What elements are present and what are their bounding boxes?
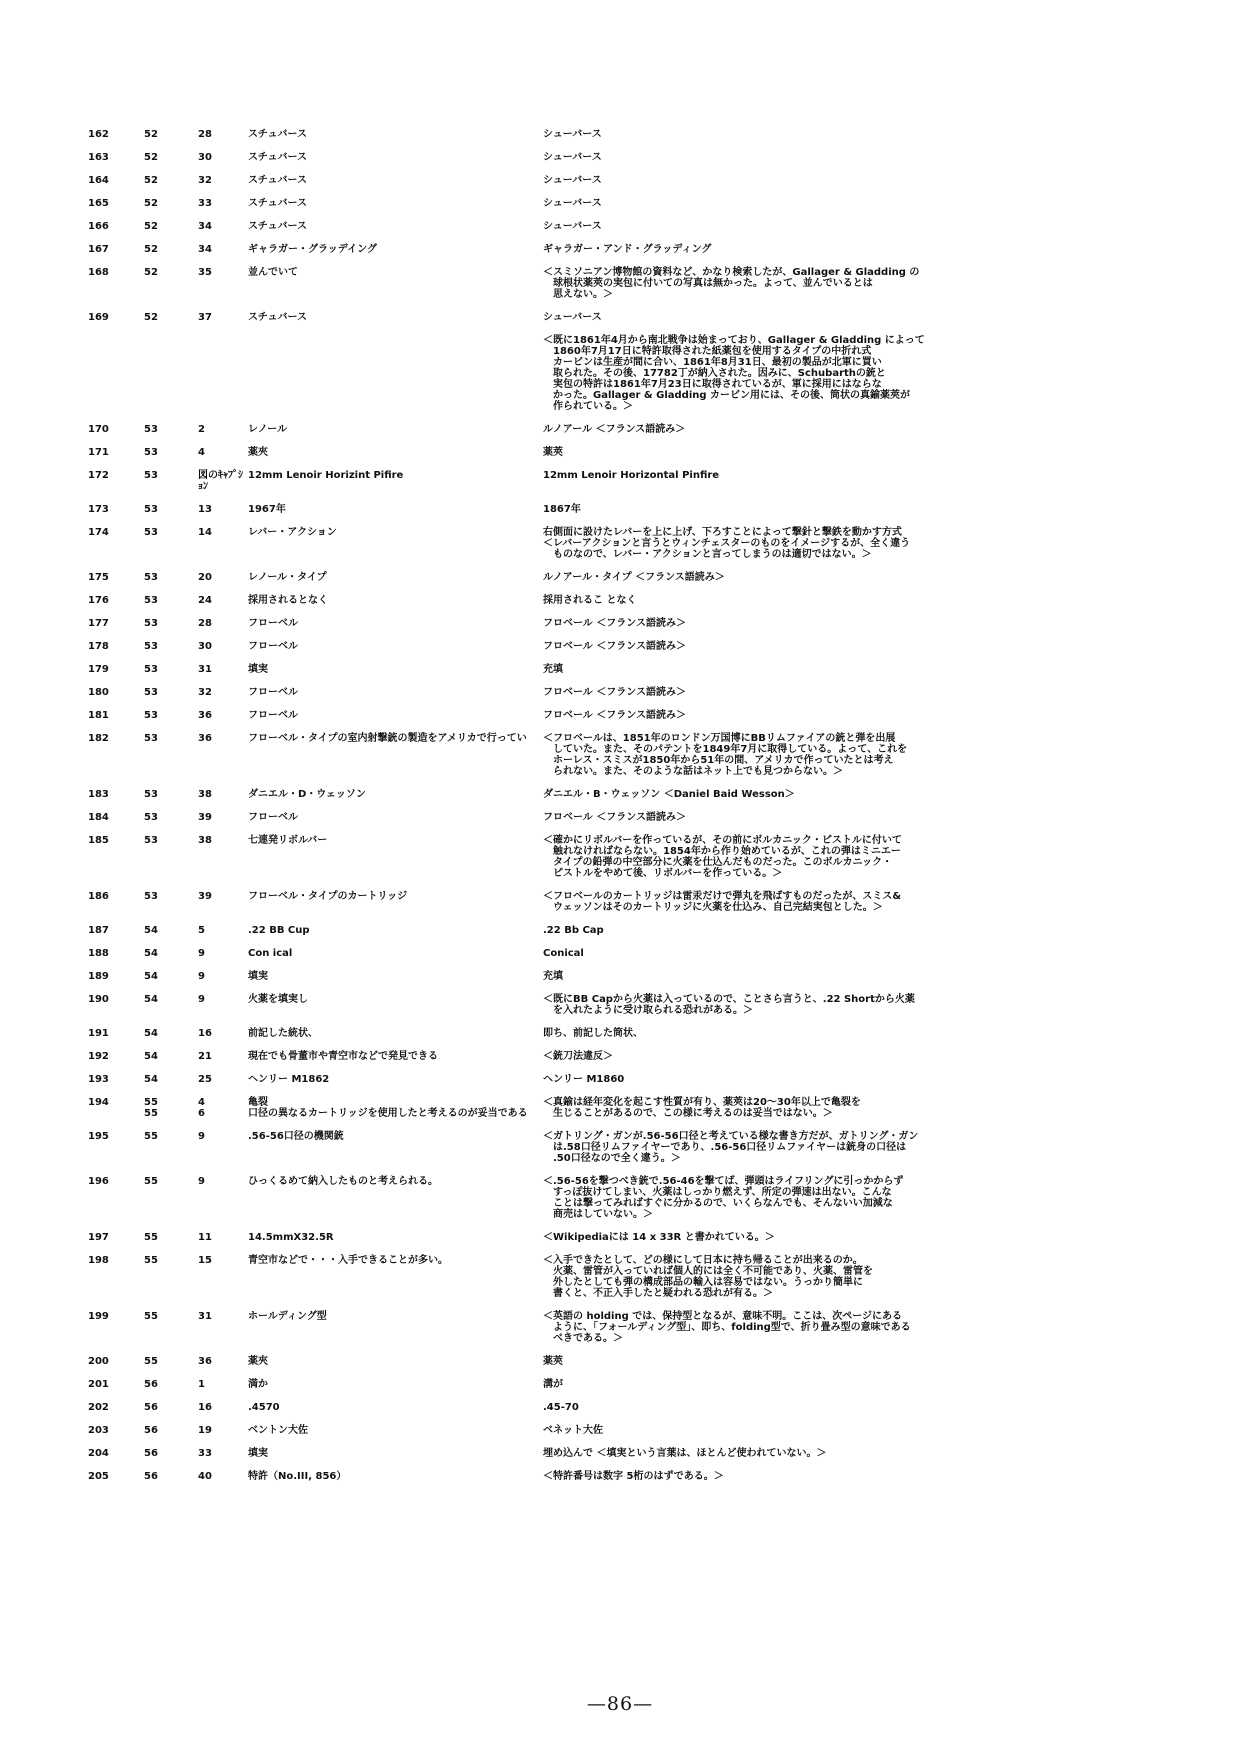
original-text: フローベル bbox=[248, 710, 298, 721]
table-row bbox=[88, 641, 948, 652]
page-ref: 53 bbox=[144, 470, 158, 481]
correction-text: 1867年 bbox=[543, 504, 581, 515]
row-number: 169 bbox=[88, 312, 109, 323]
table-row bbox=[88, 618, 948, 629]
original-text: .56-56口径の機関銃 bbox=[248, 1131, 344, 1142]
line-ref: 28 bbox=[198, 129, 212, 140]
line-ref: 2 bbox=[198, 424, 205, 435]
page-ref: 52 bbox=[144, 175, 158, 186]
correction-text: ＜Wikipediaには 14 x 33R と書かれている。＞ bbox=[543, 1232, 775, 1243]
table-row bbox=[88, 244, 948, 255]
line-ref: 32 bbox=[198, 175, 212, 186]
table-row bbox=[88, 1051, 948, 1062]
page-ref: 56 bbox=[144, 1425, 158, 1436]
table-row bbox=[88, 152, 948, 163]
table-row bbox=[88, 1028, 948, 1039]
table-row bbox=[88, 267, 948, 300]
correction-text: ルノアール・タイプ ＜フランス語読み＞ bbox=[543, 572, 725, 583]
correction-text: 薬莢 bbox=[543, 447, 563, 458]
page-ref: 53 bbox=[144, 424, 158, 435]
line-ref: 30 bbox=[198, 152, 212, 163]
line-ref: 14 bbox=[198, 527, 212, 538]
row-number: 198 bbox=[88, 1255, 109, 1266]
correction-text: ＜入手できたとして、どの様にして日本に持ち帰ることが出来るのか。 火薬、雷管が入っていれば個人的には全く不可能であり、火薬、雷管を 外したとしても弾の構成部品の輸入は容易ではない。うっかり簡単に 書くと、不正入手したと疑われる恐れが有る。＞ bbox=[543, 1255, 873, 1299]
original-text: スチュバース bbox=[248, 175, 307, 186]
correction-text: フロベール ＜フランス語読み＞ bbox=[543, 687, 686, 698]
row-number: 197 bbox=[88, 1232, 109, 1243]
original-text: 火薬を填実し bbox=[248, 994, 308, 1005]
table-row bbox=[88, 595, 948, 606]
original-text: 採用されるとなく bbox=[248, 595, 328, 606]
page-ref: 55 bbox=[144, 1255, 158, 1266]
page-ref: 53 bbox=[144, 504, 158, 515]
page-ref: 55 bbox=[144, 1232, 158, 1243]
line-ref: 36 bbox=[198, 733, 212, 744]
table-row bbox=[88, 335, 948, 412]
correction-text: 右側面に設けたレバーを上に上げ、下ろすことによって撃針と撃鉄を動かす方式 ＜レバーアクションと言うとウィンチェスターのものをイメージするが、全く違う ものなので、レバー・アクションと言ってしまうのは適切ではない。＞ bbox=[543, 527, 911, 560]
errata-table bbox=[88, 129, 948, 1494]
row-number: 191 bbox=[88, 1028, 109, 1039]
table-row bbox=[88, 1402, 948, 1413]
line-ref: 9 bbox=[198, 1131, 205, 1142]
correction-text: .45-70 bbox=[543, 1402, 579, 1413]
correction-text: ＜ガトリング・ガンが.56-56口径と考えている様な書き方だが、ガトリング・ガン は.58口径リムファイヤーであり、.56-56口径リムファイヤーは銃身の口径は .50口径なので全く違う。＞ bbox=[543, 1131, 919, 1164]
page-ref: 55 bbox=[144, 1176, 158, 1187]
table-row bbox=[88, 1232, 948, 1243]
line-ref: 32 bbox=[198, 687, 212, 698]
line-ref: 30 bbox=[198, 641, 212, 652]
original-text: スチュバース bbox=[248, 312, 307, 323]
page-ref: 56 bbox=[144, 1448, 158, 1459]
line-ref: 36 bbox=[198, 1356, 212, 1367]
correction-text: 薬莢 bbox=[543, 1356, 563, 1367]
row-number: 182 bbox=[88, 733, 109, 744]
line-ref: 24 bbox=[198, 595, 212, 606]
page-ref: 53 bbox=[144, 595, 158, 606]
line-ref: 31 bbox=[198, 1311, 212, 1322]
row-number: 172 bbox=[88, 470, 109, 481]
correction-text: ＜.56-56を撃つべき銃で.56-46を撃てば、弾頭はライフリングに引っかからず すっぽ抜けてしまい、火薬はしっかり燃えず、所定の弾速は出ない。こんな ことは撃ってみればすぐに分かるので、いくらなんでも、そんないい加減な 商売はしていない。＞ bbox=[543, 1176, 904, 1220]
original-text: フローベル bbox=[248, 618, 298, 629]
page-ref: 52 bbox=[144, 221, 158, 232]
page-ref: 55 bbox=[144, 1311, 158, 1322]
page-number: —86— bbox=[586, 1693, 654, 1715]
line-ref: 19 bbox=[198, 1425, 212, 1436]
line-ref: 図のｷｬﾌﾟｼｮﾝ bbox=[198, 470, 243, 492]
row-number: 194 bbox=[88, 1097, 109, 1108]
original-text: 青空市などで・・・入手できることが多い。 bbox=[248, 1255, 448, 1266]
line-ref: 16 bbox=[198, 1402, 212, 1413]
row-number: 178 bbox=[88, 641, 109, 652]
original-text: 薬夾 bbox=[248, 447, 268, 458]
row-number: 189 bbox=[88, 971, 109, 982]
original-text: レバー・アクション bbox=[248, 527, 337, 538]
correction-text: シューバース bbox=[543, 312, 602, 323]
row-number: 205 bbox=[88, 1471, 109, 1482]
correction-text: シューバース bbox=[543, 221, 602, 232]
correction-text: 採用されるこ となく bbox=[543, 595, 637, 606]
page-ref: 55 bbox=[144, 1356, 158, 1367]
line-ref: 34 bbox=[198, 221, 212, 232]
row-number: 174 bbox=[88, 527, 109, 538]
original-text: 七連発リボルバー bbox=[248, 835, 328, 846]
table-row bbox=[88, 710, 948, 721]
original-text: ギャラガー・グラッデイング bbox=[248, 244, 377, 255]
row-number: 170 bbox=[88, 424, 109, 435]
page-ref: 54 bbox=[144, 994, 158, 1005]
line-ref: 39 bbox=[198, 812, 212, 823]
original-text: スチュバース bbox=[248, 129, 307, 140]
original-text: 亀裂 口径の異なるカートリッジを使用したと考えるのが妥当である bbox=[248, 1097, 528, 1119]
table-row bbox=[88, 835, 948, 879]
line-ref: 25 bbox=[198, 1074, 212, 1085]
original-text: 填実 bbox=[248, 664, 268, 675]
line-ref: 34 bbox=[198, 244, 212, 255]
page-ref: 52 bbox=[144, 152, 158, 163]
page-ref: 53 bbox=[144, 572, 158, 583]
line-ref: 39 bbox=[198, 891, 212, 902]
page-ref: 54 bbox=[144, 1074, 158, 1085]
correction-text: ＜英語の holding では、保持型となるが、意味不明。ここは、次ページにある ように、「フォールディング型」、即ち、folding型で、折り畳み型の意味である べきである。＞ bbox=[543, 1311, 911, 1344]
line-ref: 31 bbox=[198, 664, 212, 675]
row-number: 201 bbox=[88, 1379, 109, 1390]
row-number: 167 bbox=[88, 244, 109, 255]
line-ref: 1 bbox=[198, 1379, 205, 1390]
line-ref: 9 bbox=[198, 994, 205, 1005]
correction-text: .22 Bb Cap bbox=[543, 925, 604, 936]
line-ref: 37 bbox=[198, 312, 212, 323]
page-ref: 56 bbox=[144, 1379, 158, 1390]
original-text: ホールディング型 bbox=[248, 1311, 327, 1322]
row-number: 171 bbox=[88, 447, 109, 458]
table-row bbox=[88, 198, 948, 209]
line-ref: 9 bbox=[198, 971, 205, 982]
correction-text: ＜スミソニアン博物館の資料など、かなり検索したが、Gallager & Gladding の 球根状薬莢の実包に付いての写真は無かった。よって、並んでいるとは 思えない。＞ bbox=[543, 267, 920, 300]
correction-text: ダニエル・B・ウェッソン ＜Daniel Baid Wesson＞ bbox=[543, 789, 795, 800]
row-number: 195 bbox=[88, 1131, 109, 1142]
row-number: 166 bbox=[88, 221, 109, 232]
correction-text: 充填 bbox=[543, 971, 563, 982]
correction-text: ＜フロベールのカートリッジは雷汞だけで弾丸を飛ばすものだったが、スミス& ウェッソンはそのカートリッジに火薬を仕込み、自己完結実包とした。＞ bbox=[543, 891, 902, 913]
row-number: 179 bbox=[88, 664, 109, 675]
correction-text: ＜フロベールは、1851年のロンドン万国博にBBリムファイアの銃と弾を出展 していた。また、そのパテントを1849年7月に取得している。よって、これを ホーレス・スミスが1850年から51年の間、アメリカで作っていたとは考え られない。また、そのような話はネット上でも見つからない。＞ bbox=[543, 733, 908, 777]
line-ref: 20 bbox=[198, 572, 212, 583]
table-row bbox=[88, 994, 948, 1016]
page-ref: 53 bbox=[144, 618, 158, 629]
original-text: 14.5mmX32.5R bbox=[248, 1232, 334, 1243]
table-row bbox=[88, 812, 948, 823]
table-row bbox=[88, 789, 948, 800]
table-row bbox=[88, 891, 948, 913]
original-text: フローベル bbox=[248, 812, 298, 823]
row-number: 173 bbox=[88, 504, 109, 515]
line-ref: 28 bbox=[198, 618, 212, 629]
table-row bbox=[88, 1356, 948, 1367]
page-ref: 53 bbox=[144, 835, 158, 846]
correction-text: フロベール ＜フランス語読み＞ bbox=[543, 618, 686, 629]
line-ref: 40 bbox=[198, 1471, 212, 1482]
original-text: 満か bbox=[248, 1379, 268, 1390]
table-row bbox=[88, 733, 948, 777]
original-text: ダニエル・D・ウェッソン bbox=[248, 789, 366, 800]
table-row bbox=[88, 687, 948, 698]
page-ref: 55 bbox=[144, 1131, 158, 1142]
line-ref: 33 bbox=[198, 198, 212, 209]
row-number: 175 bbox=[88, 572, 109, 583]
correction-text: フロベール ＜フランス語読み＞ bbox=[543, 812, 686, 823]
row-number: 196 bbox=[88, 1176, 109, 1187]
page-ref: 53 bbox=[144, 447, 158, 458]
line-ref: 4 6 bbox=[198, 1097, 205, 1119]
original-text: 並んでいて bbox=[248, 267, 298, 278]
original-text: フローベル・タイプのカートリッジ bbox=[248, 891, 408, 902]
row-number: 202 bbox=[88, 1402, 109, 1413]
row-number: 162 bbox=[88, 129, 109, 140]
page-ref: 54 bbox=[144, 971, 158, 982]
correction-text: ＜既にBB Capから火薬は入っているので、ことさら言うと、.22 Shortから火薬 を入れたように受け取られる恐れがある。＞ bbox=[543, 994, 915, 1016]
line-ref: 38 bbox=[198, 835, 212, 846]
original-text: 特許（No.III, 856） bbox=[248, 1471, 347, 1482]
row-number: 190 bbox=[88, 994, 109, 1005]
original-text: スチュバース bbox=[248, 152, 307, 163]
row-number: 180 bbox=[88, 687, 109, 698]
correction-text: シューバース bbox=[543, 175, 602, 186]
original-text: 填実 bbox=[248, 1448, 268, 1459]
table-row bbox=[88, 1311, 948, 1344]
original-text: ベントン大佐 bbox=[248, 1425, 308, 1436]
table-row bbox=[88, 1131, 948, 1164]
line-ref: 11 bbox=[198, 1232, 212, 1243]
page-ref: 53 bbox=[144, 664, 158, 675]
original-text: 12mm Lenoir Horizint Pifire bbox=[248, 470, 404, 481]
page-ref: 54 bbox=[144, 948, 158, 959]
table-row bbox=[88, 572, 948, 583]
table-row bbox=[88, 948, 948, 959]
row-number: 204 bbox=[88, 1448, 109, 1459]
original-text: フローベル・タイプの室内射撃銃の製造をアメリカで行ってい bbox=[248, 733, 527, 744]
line-ref: 21 bbox=[198, 1051, 212, 1062]
line-ref: 9 bbox=[198, 1176, 205, 1187]
correction-text: ＜特許番号は数字 5桁のはずである。＞ bbox=[543, 1471, 724, 1482]
page-ref: 52 bbox=[144, 267, 158, 278]
correction-text: フロベール ＜フランス語読み＞ bbox=[543, 641, 686, 652]
table-row bbox=[88, 925, 948, 936]
table-row bbox=[88, 1176, 948, 1220]
correction-text: フロベール ＜フランス語読み＞ bbox=[543, 710, 686, 721]
table-row bbox=[88, 504, 948, 515]
page-ref: 56 bbox=[144, 1402, 158, 1413]
table-row bbox=[88, 129, 948, 140]
line-ref: 36 bbox=[198, 710, 212, 721]
row-number: 186 bbox=[88, 891, 109, 902]
original-text: 填実 bbox=[248, 971, 268, 982]
page-ref: 53 bbox=[144, 891, 158, 902]
original-text: レノール・タイプ bbox=[248, 572, 327, 583]
line-ref: 35 bbox=[198, 267, 212, 278]
line-ref: 13 bbox=[198, 504, 212, 515]
page-ref: 52 bbox=[144, 129, 158, 140]
row-number: 188 bbox=[88, 948, 109, 959]
correction-text: ＜既に1861年4月から南北戦争は始まっており、Gallager & Gladding によって 1860年7月17日に特許取得された紙薬包を使用するタイプの中折れ式 カービンは生産が間に合い、1861年8月31日、最初の製品が北軍に買い 取られた。その後、17782丁が納入された。因みに、Schubarthの銃と 実包の特許は1861年7月23日に取得されているが、軍に採用にはならな かった。Gallager & Gladding カービン用には、その後、筒状の真鍮薬莢が 作られている。＞ bbox=[543, 335, 925, 412]
original-text: レノール bbox=[248, 424, 288, 435]
row-number: 200 bbox=[88, 1356, 109, 1367]
table-row bbox=[88, 1074, 948, 1085]
row-number: 187 bbox=[88, 925, 109, 936]
table-row bbox=[88, 1255, 948, 1299]
line-ref: 5 bbox=[198, 925, 205, 936]
row-number: 199 bbox=[88, 1311, 109, 1322]
table-row bbox=[88, 1425, 948, 1436]
row-number: 165 bbox=[88, 198, 109, 209]
original-text: Con ical bbox=[248, 948, 293, 959]
correction-text: Conical bbox=[543, 948, 584, 959]
row-number: 185 bbox=[88, 835, 109, 846]
page-ref: 53 bbox=[144, 789, 158, 800]
line-ref: 9 bbox=[198, 948, 205, 959]
correction-text: 12mm Lenoir Horizontal Pinfire bbox=[543, 470, 720, 481]
original-text: 薬夾 bbox=[248, 1356, 268, 1367]
row-number: 184 bbox=[88, 812, 109, 823]
page-ref: 53 bbox=[144, 812, 158, 823]
correction-text: 充填 bbox=[543, 664, 563, 675]
row-number: 183 bbox=[88, 789, 109, 800]
correction-text: ＜真鍮は経年変化を起こす性質が有り、薬莢は20～30年以上で亀裂を 生じることがあるので、この様に考えるのは妥当ではない。＞ bbox=[543, 1097, 861, 1119]
correction-text: シューバース bbox=[543, 198, 602, 209]
page-ref: 55 55 bbox=[144, 1097, 158, 1119]
row-number: 164 bbox=[88, 175, 109, 186]
correction-text: 埋め込んで ＜填実という言葉は、ほとんど使われていない。＞ bbox=[543, 1448, 827, 1459]
table-row bbox=[88, 221, 948, 232]
original-text: .4570 bbox=[248, 1402, 280, 1413]
original-text: .22 BB Cup bbox=[248, 925, 310, 936]
correction-text: シューバース bbox=[543, 129, 602, 140]
page-ref: 52 bbox=[144, 312, 158, 323]
correction-text: ＜銃刀法違反＞ bbox=[543, 1051, 613, 1062]
page-ref: 54 bbox=[144, 925, 158, 936]
correction-text: ヘンリー M1860 bbox=[543, 1074, 625, 1085]
page-ref: 53 bbox=[144, 641, 158, 652]
original-text: ひっくるめて納入したものと考えられる。 bbox=[248, 1176, 438, 1187]
table-row bbox=[88, 1471, 948, 1482]
correction-text: 即ち、前記した筒状、 bbox=[543, 1028, 643, 1039]
row-number: 181 bbox=[88, 710, 109, 721]
page-ref: 54 bbox=[144, 1051, 158, 1062]
line-ref: 33 bbox=[198, 1448, 212, 1459]
row-number: 192 bbox=[88, 1051, 109, 1062]
page-ref: 56 bbox=[144, 1471, 158, 1482]
page-ref: 53 bbox=[144, 687, 158, 698]
correction-text: ベネット大佐 bbox=[543, 1425, 603, 1436]
table-row bbox=[88, 1097, 948, 1119]
original-text: 現在でも骨董市や青空市などで発見できる bbox=[248, 1051, 438, 1062]
original-text: スチュバース bbox=[248, 198, 307, 209]
line-ref: 15 bbox=[198, 1255, 212, 1266]
row-number: 176 bbox=[88, 595, 109, 606]
correction-text: ＜確かにリボルバーを作っているが、その前にボルカニック・ピストルに付いて 触れなければならない。1854年から作り始めているが、これの弾はミニエー タイプの鉛弾の中空部分に火薬を仕込んだものだった。このボルカニック・ ピストルをやめて後、リボルバーを作っている。＞ bbox=[543, 835, 902, 879]
row-number: 193 bbox=[88, 1074, 109, 1085]
table-row bbox=[88, 447, 948, 458]
original-text: フローベル bbox=[248, 641, 298, 652]
row-number: 203 bbox=[88, 1425, 109, 1436]
correction-text: シューバース bbox=[543, 152, 602, 163]
original-text: ヘンリー M1862 bbox=[248, 1074, 330, 1085]
page-ref: 52 bbox=[144, 244, 158, 255]
table-row bbox=[88, 971, 948, 982]
original-text: スチュバース bbox=[248, 221, 307, 232]
page-ref: 54 bbox=[144, 1028, 158, 1039]
page-ref: 53 bbox=[144, 527, 158, 538]
correction-text: ギャラガー・アンド・グラッディング bbox=[543, 244, 712, 255]
original-text: 1967年 bbox=[248, 504, 286, 515]
line-ref: 38 bbox=[198, 789, 212, 800]
correction-text: 溝が bbox=[543, 1379, 563, 1390]
page-ref: 52 bbox=[144, 198, 158, 209]
table-row bbox=[88, 527, 948, 560]
table-row bbox=[88, 424, 948, 435]
row-number: 168 bbox=[88, 267, 109, 278]
table-row bbox=[88, 664, 948, 675]
original-text: フローベル bbox=[248, 687, 298, 698]
original-text: 前記した統状、 bbox=[248, 1028, 318, 1039]
page-ref: 53 bbox=[144, 710, 158, 721]
line-ref: 4 bbox=[198, 447, 205, 458]
correction-text: ルノアール ＜フランス語読み＞ bbox=[543, 424, 686, 435]
table-row bbox=[88, 1379, 948, 1390]
row-number: 177 bbox=[88, 618, 109, 629]
page-ref: 53 bbox=[144, 733, 158, 744]
row-number: 163 bbox=[88, 152, 109, 163]
table-row bbox=[88, 1448, 948, 1459]
table-row bbox=[88, 312, 948, 323]
table-row bbox=[88, 470, 948, 492]
line-ref: 16 bbox=[198, 1028, 212, 1039]
table-row bbox=[88, 175, 948, 186]
